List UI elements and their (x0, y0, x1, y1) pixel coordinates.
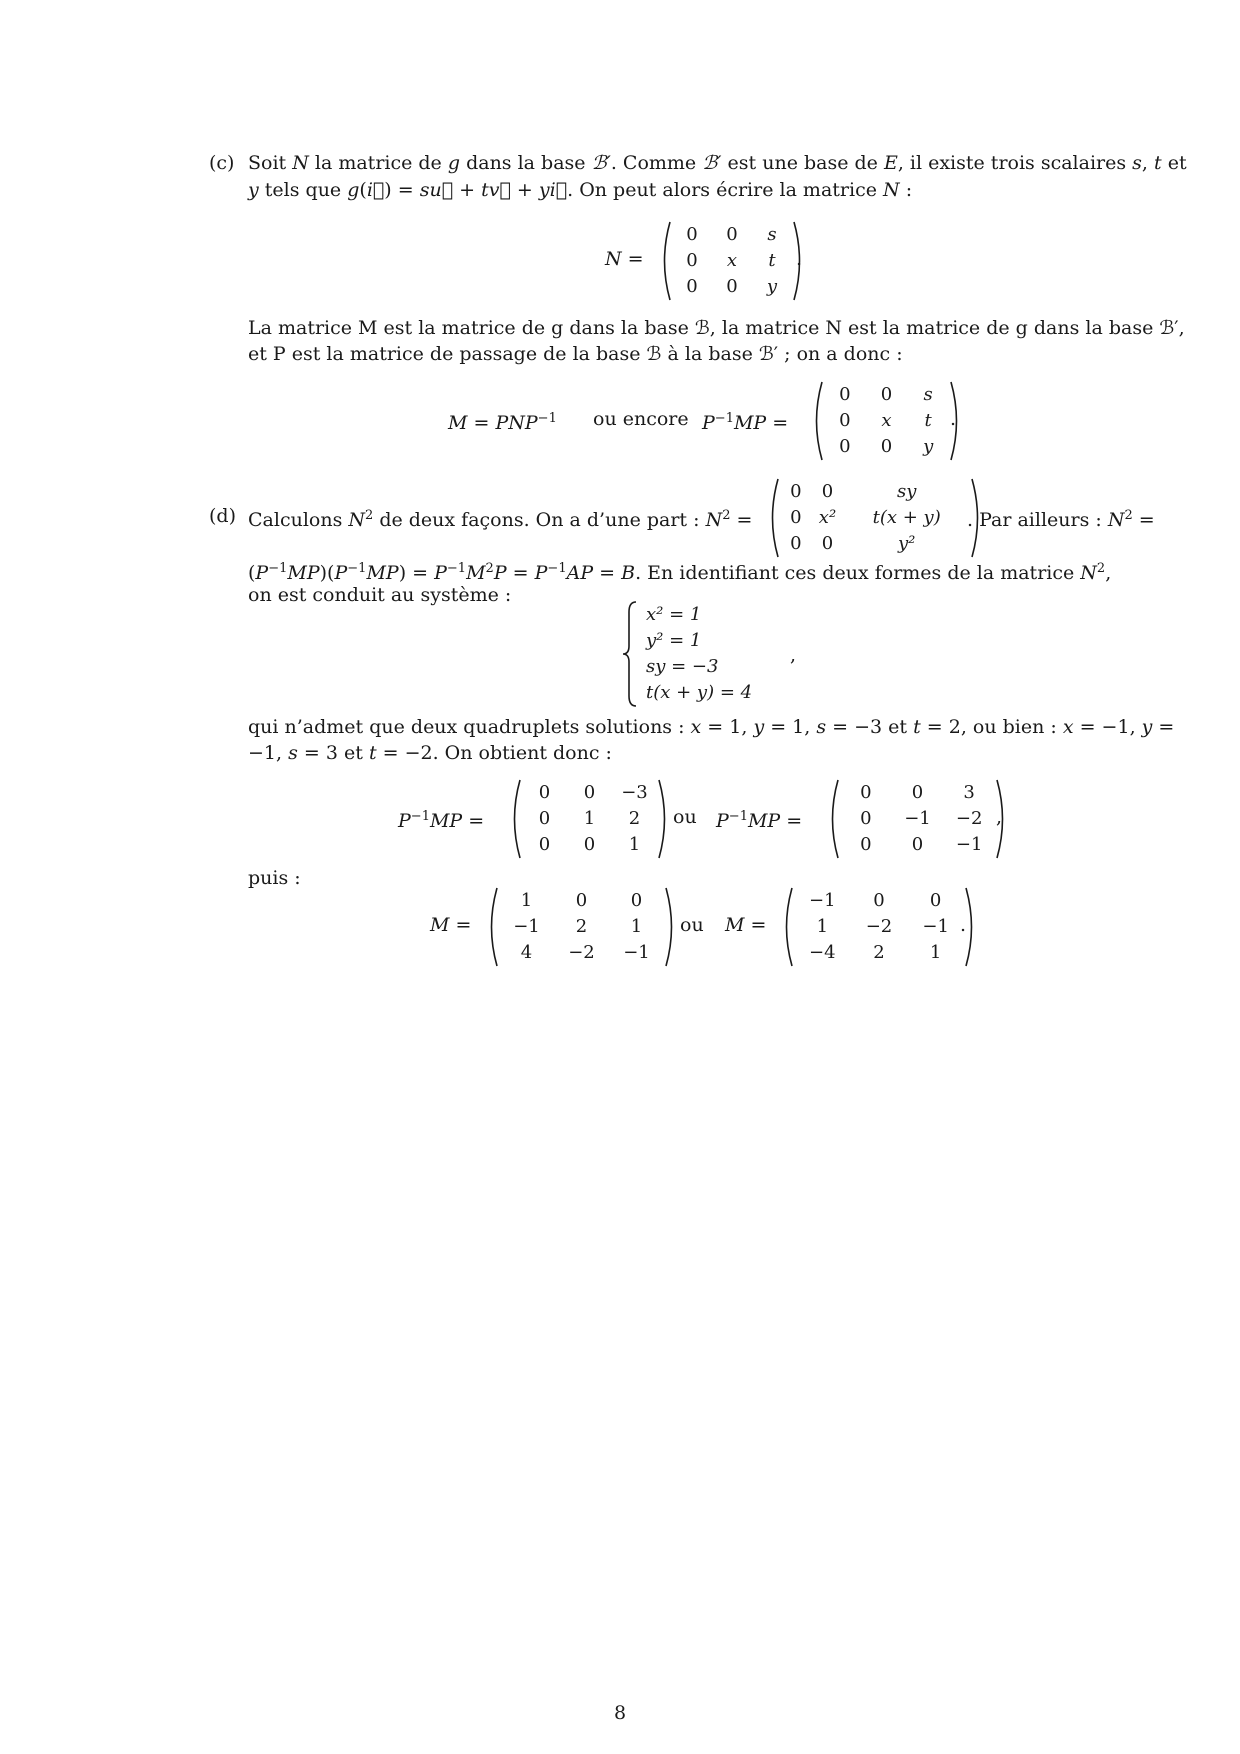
M2-lhs: M = (725, 914, 767, 936)
item-label-c: (c) (209, 152, 235, 174)
matrix-cell: −1 (513, 916, 540, 937)
matrix-cell: y (766, 276, 778, 297)
M1-lhs: M = (430, 914, 472, 936)
matrix-N (658, 220, 806, 302)
matrix-cell: 0 (686, 224, 698, 245)
matrix-cell: x (726, 250, 738, 271)
right-paren (964, 886, 978, 968)
matrix-cell: 0 (538, 808, 551, 829)
left-paren (810, 380, 824, 462)
matrix-cell: 0 (880, 384, 893, 405)
matrix-cell: 0 (790, 481, 802, 502)
ou-text-1: ou (673, 806, 697, 828)
matrix-cell: 0 (839, 436, 851, 457)
matrix-cell: s (767, 224, 777, 245)
d-solutions-line-2: −1, s = 3 et t = −2. On obtient donc : (248, 742, 612, 764)
d-line-1: Calculons $N^2$ de deux façons. On a d’une part : $N^2$ = (248, 508, 753, 531)
left-paren (826, 778, 840, 860)
left-paren (485, 886, 499, 968)
matrix-cell: 0 (686, 276, 698, 297)
matrix-cell: −1 (809, 890, 836, 911)
system-equation: t(x + y) = 4 (646, 682, 753, 703)
matrix-cell: 1 (929, 942, 942, 963)
matrix-cell: 1 (628, 834, 641, 855)
matrix-cell: 0 (873, 890, 885, 911)
matrix-cell: 0 (821, 481, 834, 502)
matrix-cell: −1 (623, 942, 650, 963)
system-equation: y² = 1 (646, 630, 702, 651)
matrix-cell: 1 (583, 808, 596, 829)
matrix-cell: 0 (821, 533, 834, 554)
left-paren (766, 477, 780, 559)
matrix-cell: 2 (873, 942, 885, 963)
matrix-cell: s (923, 384, 933, 405)
sol1-lhs: $P^{-1}MP$ = (398, 809, 485, 832)
matrix-cell: 0 (929, 890, 942, 911)
matrix-M-1 (485, 886, 678, 968)
matrix-cell: 0 (583, 782, 596, 803)
matrix-cell: 0 (583, 834, 596, 855)
matrix-cell: 0 (911, 782, 924, 803)
left-paren (780, 886, 794, 968)
matrix-cell: −3 (621, 782, 648, 803)
matrix-cell: −1 (922, 916, 949, 937)
system-comma: , (790, 644, 797, 666)
matrix-cell: x (881, 410, 892, 431)
matrix-cell: 0 (860, 834, 872, 855)
matrix-cell: 0 (686, 250, 698, 271)
item-label-d: (d) (209, 505, 236, 527)
matrix-cell: −2 (865, 916, 893, 937)
matrix-cell: 0 (860, 782, 872, 803)
matrix-cell: 1 (630, 916, 643, 937)
d-line-3: on est conduit au système : (248, 584, 512, 606)
c-line-1: Soit N la matrice de g dans la base ℬ′. Comme ℬ′ est une base de E, il existe trois scalaires s, t et (248, 152, 1187, 174)
matrix-M-2 (780, 886, 978, 968)
Pinv-MP-equals: $P^{-1}MP$ = (702, 411, 789, 434)
matrix-cell: 0 (790, 533, 802, 554)
matrix-solution-2 (826, 778, 1009, 860)
M-eq-PNP: $M = PNP^{-1}$ (448, 411, 557, 434)
matrix-cell: x² (818, 507, 837, 528)
matrix-cell: 0 (790, 507, 802, 528)
matrix-cell: 0 (880, 436, 893, 457)
matrix-cell: 3 (963, 782, 975, 803)
period-3: . (960, 914, 967, 936)
puis-text: puis : (248, 867, 301, 889)
matrix-cell: −2 (568, 942, 595, 963)
left-paren (658, 220, 672, 302)
right-paren (657, 778, 671, 860)
matrix-cell: y (923, 436, 934, 457)
matrix-cell: 0 (726, 276, 738, 297)
N-equals: N = (605, 248, 644, 270)
system-brace (620, 600, 640, 708)
right-paren (664, 886, 678, 968)
matrix-cell: t (924, 410, 932, 431)
page-number: 8 (613, 1702, 627, 1724)
matrix-cell: 0 (839, 410, 851, 431)
d-solutions-line-1: qui n’admet que deux quadruplets solutions : x = 1, y = 1, s = −3 et t = 2, ou bien : x = −1, y = (248, 716, 1175, 738)
matrix-cell: 0 (860, 808, 872, 829)
matrix-Pinv-MP (810, 380, 963, 462)
matrix-cell: 0 (575, 890, 588, 911)
ou-encore-text: ou encore (593, 408, 689, 430)
c-line-2: y tels que g(i⃗) = su⃗ + tv⃗ + yi⃗. On peut alors écrire la matrice N : (248, 179, 913, 201)
matrix-cell: 2 (628, 808, 641, 829)
matrix-cell: −1 (904, 808, 931, 829)
matrix-cell: 0 (630, 890, 643, 911)
matrix-cell: 1 (816, 916, 829, 937)
matrix-cell: −1 (955, 834, 983, 855)
matrix-cell: t (768, 250, 776, 271)
comma-2: , (996, 806, 1003, 828)
matrix-cell: t(x + y) (872, 507, 941, 528)
matrix-cell: 0 (538, 782, 551, 803)
sol2-lhs: $P^{-1}MP$ = (716, 809, 803, 832)
c-paragraph-line-1: La matrice M est la matrice de g dans la base ℬ, la matrice N est la matrice de g dans la base ℬ′, (248, 317, 1185, 339)
system-equation: sy = −3 (646, 656, 719, 677)
matrix-cell: 4 (520, 942, 533, 963)
left-paren (508, 778, 522, 860)
matrix-cell: −4 (809, 942, 836, 963)
matrix-cell: 2 (575, 916, 588, 937)
matrix-cell: sy (896, 481, 917, 502)
ou-text-2: ou (680, 914, 704, 936)
matrix-cell: 0 (726, 224, 738, 245)
period-1: . (796, 248, 803, 270)
system-equation: x² = 1 (646, 604, 702, 625)
matrix-cell: −2 (955, 808, 983, 829)
d-line-2: $(P^{-1}MP)(P^{-1}MP) = P^{-1}M^2P = P^{-1}AP = B$. En identifiant ces deux formes de la matrice $N^2$, (248, 561, 1112, 584)
matrix-cell: 1 (520, 890, 533, 911)
period-2: . (950, 408, 957, 430)
matrix-cell: 0 (911, 834, 924, 855)
matrix-cell: y² (897, 533, 916, 554)
c-paragraph-line-2: et P est la matrice de passage de la base ℬ à la base ℬ′ ; on a donc : (248, 343, 903, 365)
matrix-N-squared (766, 477, 984, 559)
matrix-cell: 0 (839, 384, 851, 405)
d-line-1-end: . Par ailleurs : $N^2$ = (967, 508, 1155, 531)
matrix-solution-1 (508, 778, 671, 860)
matrix-cell: 0 (538, 834, 551, 855)
